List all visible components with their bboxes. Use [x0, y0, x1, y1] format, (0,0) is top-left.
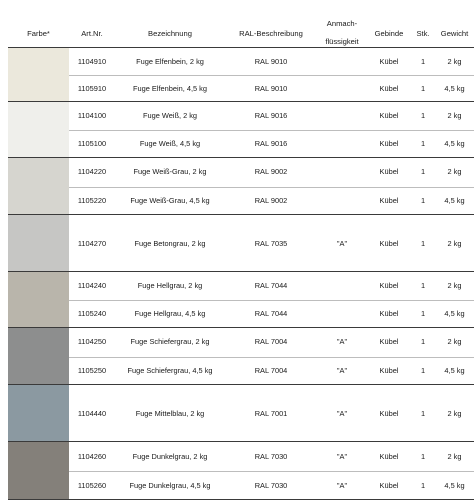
cell-ral: RAL 7004 [254, 337, 288, 346]
cell-stk: 1 [420, 337, 426, 346]
cell-stk: 1 [420, 239, 426, 248]
cell-ral: RAL 7044 [254, 281, 288, 290]
cell-ral: RAL 7044 [254, 309, 288, 318]
color-swatch [8, 215, 69, 271]
cell-anmach: "A" [336, 239, 348, 248]
cell-gewicht: 4,5 kg [444, 84, 465, 93]
cell-ral: RAL 7035 [254, 239, 288, 248]
cell-gebinde: Kübel [379, 337, 399, 346]
cell-gewicht: 2 kg [447, 337, 462, 346]
header-divider [8, 47, 474, 48]
cell-artnr: 1104100 [77, 111, 107, 120]
cell-artnr: 1105240 [77, 309, 107, 318]
row-divider [69, 187, 474, 188]
row-divider [69, 357, 474, 358]
header-ral: RAL-Beschreibung [239, 29, 303, 38]
cell-gebinde: Kübel [379, 409, 399, 418]
cell-gebinde: Kübel [379, 239, 399, 248]
header-anmach-line1: Anmach- [326, 19, 358, 28]
header-farbe: Farbe* [27, 29, 50, 38]
cell-bezeichnung: Fuge Hellgrau, 4,5 kg [134, 309, 206, 318]
cell-gewicht: 2 kg [447, 167, 462, 176]
cell-gewicht: 4,5 kg [444, 309, 465, 318]
cell-bezeichnung: Fuge Weiß, 2 kg [142, 111, 198, 120]
cell-bezeichnung: Fuge Elfenbein, 2 kg [136, 57, 204, 66]
cell-ral: RAL 9002 [254, 196, 288, 205]
cell-stk: 1 [420, 309, 426, 318]
cell-artnr: 1104440 [77, 409, 107, 418]
color-swatch [8, 442, 69, 499]
color-swatch [8, 272, 69, 327]
cell-gewicht: 4,5 kg [444, 366, 465, 375]
cell-artnr: 1104270 [77, 239, 107, 248]
cell-ral: RAL 7030 [254, 452, 288, 461]
cell-gebinde: Kübel [379, 452, 399, 461]
cell-ral: RAL 9010 [254, 84, 288, 93]
cell-bezeichnung: Fuge Schiefergrau, 2 kg [130, 337, 210, 346]
cell-artnr: 1105100 [77, 139, 107, 148]
cell-anmach: "A" [336, 409, 348, 418]
cell-bezeichnung: Fuge Betongrau, 2 kg [134, 239, 206, 248]
cell-gebinde: Kübel [379, 281, 399, 290]
cell-gebinde: Kübel [379, 139, 399, 148]
row-divider [69, 300, 474, 301]
cell-gebinde: Kübel [379, 111, 399, 120]
cell-ral: RAL 7030 [254, 481, 288, 490]
row-divider [69, 130, 474, 131]
cell-bezeichnung: Fuge Mittelblau, 2 kg [135, 409, 205, 418]
group-divider [8, 384, 474, 385]
cell-artnr: 1105260 [77, 481, 107, 490]
cell-anmach: "A" [336, 366, 348, 375]
color-swatch [8, 328, 69, 384]
cell-bezeichnung: Fuge Elfenbein, 4,5 kg [133, 84, 207, 93]
cell-anmach: "A" [336, 481, 348, 490]
cell-ral: RAL 9016 [254, 139, 288, 148]
cell-artnr: 1104250 [77, 337, 107, 346]
cell-artnr: 1104240 [77, 281, 107, 290]
cell-stk: 1 [420, 167, 426, 176]
group-divider [8, 327, 474, 328]
cell-anmach: "A" [336, 452, 348, 461]
color-swatch [8, 102, 69, 157]
header-anmach-line2: flüssigkeit [325, 37, 359, 46]
cell-bezeichnung: Fuge Weiß-Grau, 4,5 kg [130, 196, 210, 205]
color-swatch [8, 158, 69, 214]
cell-artnr: 1105250 [77, 366, 107, 375]
cell-gewicht: 2 kg [447, 281, 462, 290]
cell-gewicht: 2 kg [447, 239, 462, 248]
cell-bezeichnung: Fuge Dunkelgrau, 4,5 kg [129, 481, 211, 490]
cell-gebinde: Kübel [379, 309, 399, 318]
cell-gewicht: 2 kg [447, 111, 462, 120]
cell-gewicht: 4,5 kg [444, 139, 465, 148]
cell-gebinde: Kübel [379, 196, 399, 205]
cell-gewicht: 4,5 kg [444, 481, 465, 490]
cell-gewicht: 2 kg [447, 57, 462, 66]
header-stk: Stk. [416, 29, 430, 38]
cell-artnr: 1104260 [77, 452, 107, 461]
group-divider [8, 271, 474, 272]
cell-bezeichnung: Fuge Weiß, 4,5 kg [139, 139, 201, 148]
cell-ral: RAL 9010 [254, 57, 288, 66]
cell-stk: 1 [420, 111, 426, 120]
cell-bezeichnung: Fuge Hellgrau, 2 kg [137, 281, 203, 290]
cell-artnr: 1105220 [77, 196, 107, 205]
cell-stk: 1 [420, 84, 426, 93]
cell-gewicht: 2 kg [447, 452, 462, 461]
cell-bezeichnung: Fuge Weiß-Grau, 2 kg [133, 167, 207, 176]
group-divider [8, 157, 474, 158]
cell-ral: RAL 9002 [254, 167, 288, 176]
color-swatch [8, 385, 69, 441]
cell-stk: 1 [420, 196, 426, 205]
cell-gebinde: Kübel [379, 366, 399, 375]
cell-gebinde: Kübel [379, 84, 399, 93]
group-divider [8, 441, 474, 442]
cell-ral: RAL 9016 [254, 111, 288, 120]
cell-artnr: 1104910 [77, 57, 107, 66]
cell-artnr: 1105910 [77, 84, 107, 93]
group-divider [8, 214, 474, 215]
group-divider [8, 101, 474, 102]
header-artnr: Art.Nr. [81, 29, 103, 38]
cell-ral: RAL 7001 [254, 409, 288, 418]
header-gebinde: Gebinde [374, 29, 404, 38]
cell-bezeichnung: Fuge Dunkelgrau, 2 kg [132, 452, 208, 461]
cell-stk: 1 [420, 366, 426, 375]
color-swatch [8, 48, 69, 101]
cell-stk: 1 [420, 409, 426, 418]
header-bezeichnung: Bezeichnung [148, 29, 192, 38]
cell-gebinde: Kübel [379, 57, 399, 66]
row-divider [69, 471, 474, 472]
cell-artnr: 1104220 [77, 167, 107, 176]
cell-bezeichnung: Fuge Schiefergrau, 4,5 kg [127, 366, 213, 375]
header-gewicht: Gewicht [440, 29, 469, 38]
cell-stk: 1 [420, 57, 426, 66]
cell-stk: 1 [420, 281, 426, 290]
cell-anmach: "A" [336, 337, 348, 346]
cell-stk: 1 [420, 452, 426, 461]
cell-ral: RAL 7004 [254, 366, 288, 375]
row-divider [69, 75, 474, 76]
cell-gewicht: 2 kg [447, 409, 462, 418]
cell-stk: 1 [420, 481, 426, 490]
cell-gebinde: Kübel [379, 167, 399, 176]
cell-stk: 1 [420, 139, 426, 148]
cell-gewicht: 4,5 kg [444, 196, 465, 205]
cell-gebinde: Kübel [379, 481, 399, 490]
